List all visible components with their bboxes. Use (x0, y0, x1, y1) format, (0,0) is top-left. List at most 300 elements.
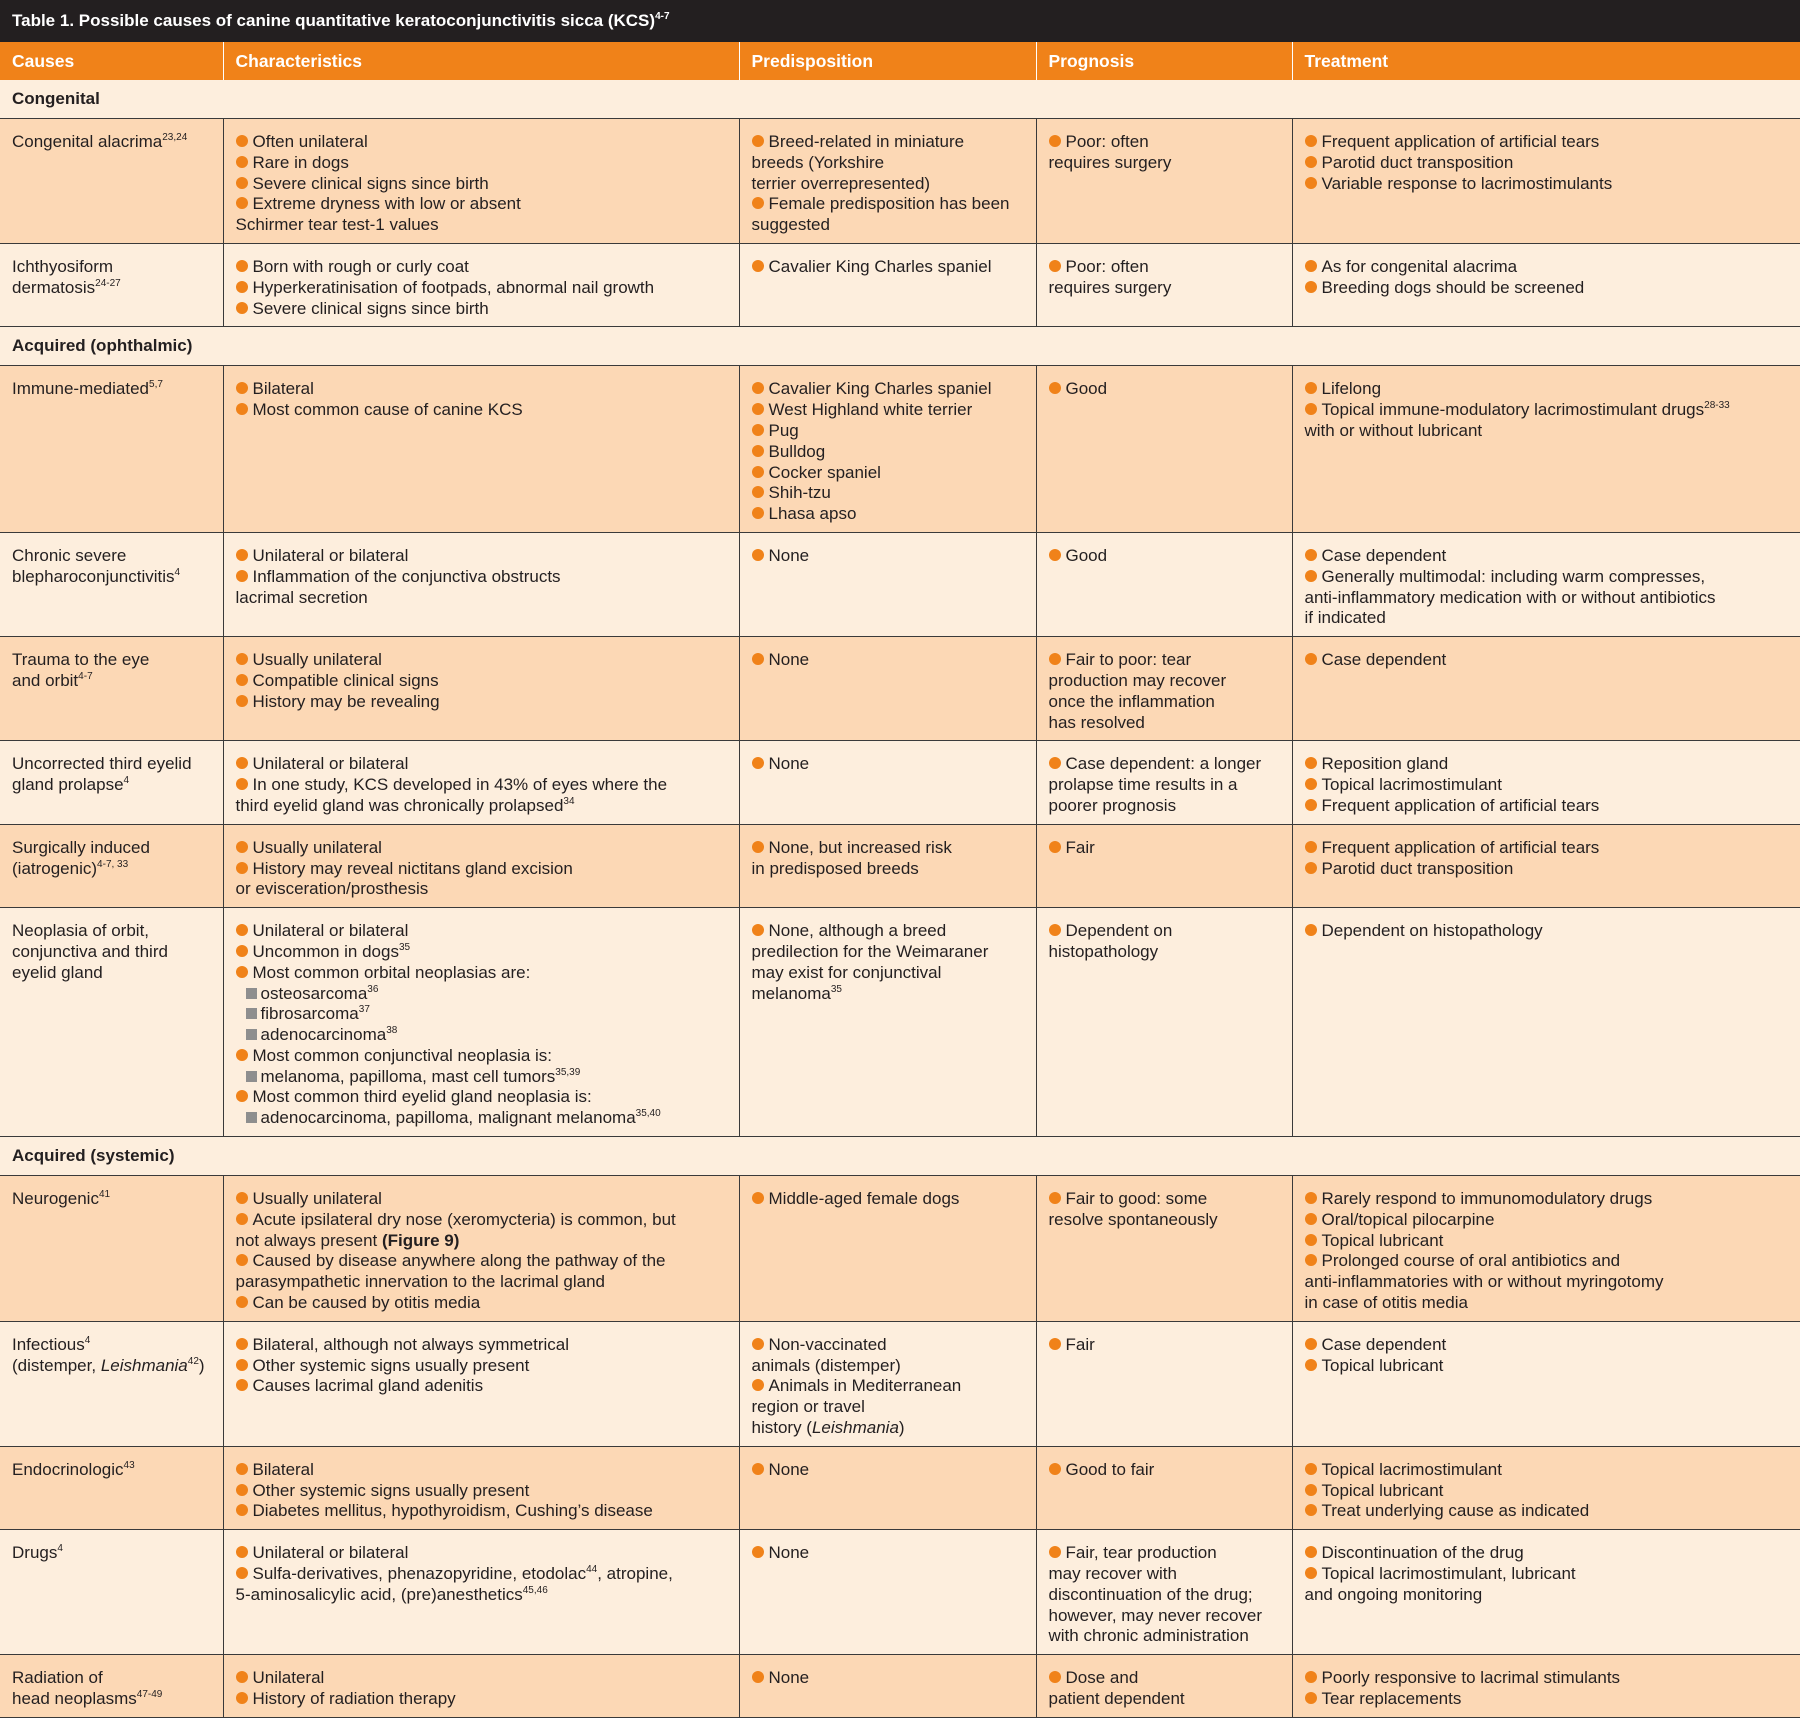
cell-line (1049, 692, 1280, 713)
line-text: not always present (235, 1230, 382, 1250)
table-row (0, 243, 1800, 326)
cell-predisposition (739, 119, 1036, 244)
line-text: region or travel (751, 1397, 865, 1417)
line-text: prolapse time results in a (1048, 775, 1238, 795)
cell-line (236, 692, 727, 713)
line-text: Cavalier King Charles spaniel (768, 256, 992, 276)
bullet-icon (1049, 1546, 1061, 1558)
line-text: Case dependent (1321, 1334, 1447, 1354)
cell-line (752, 442, 1024, 463)
cell-line (1049, 1585, 1280, 1606)
bullet-icon (1305, 1504, 1317, 1516)
cell-line (1049, 257, 1280, 278)
bullet-icon (1305, 1671, 1317, 1683)
line-text: Rarely respond to immunomodulatory drugs (1321, 1189, 1653, 1209)
cell-line (236, 942, 727, 963)
line-text: with chronic administration (1048, 1626, 1249, 1646)
bullet-icon (752, 1338, 764, 1350)
line-text: and orbit (12, 670, 79, 690)
bullet-icon (1049, 260, 1061, 272)
reference-superscript: 37 (358, 1004, 370, 1016)
cell-prognosis (1036, 1321, 1292, 1446)
cell-line (1049, 153, 1280, 174)
cell-predisposition (739, 1530, 1036, 1655)
line-text: Frequent application of artificial tears (1321, 837, 1600, 857)
cell-line (1049, 1460, 1280, 1481)
bullet-icon (1305, 841, 1317, 853)
cell-prognosis (1036, 1446, 1292, 1529)
bullet-icon (1305, 1692, 1317, 1704)
line-text: Bilateral, although not always symmetrical (252, 1334, 570, 1354)
cell-line (1049, 796, 1280, 817)
line-text: osteosarcoma (260, 983, 368, 1003)
cell-cause (0, 741, 223, 824)
cell-cause (0, 119, 223, 244)
line-text: Topical immune-modulatory lacrimostimulant drugs (1321, 400, 1705, 420)
bullet-icon (1049, 841, 1061, 853)
cell-line (236, 775, 727, 796)
cell-line (236, 1251, 727, 1272)
reference-superscript: 4 (84, 1334, 91, 1346)
cell-line (12, 278, 211, 299)
cell-line (1305, 754, 1789, 775)
cell-line (1305, 1585, 1789, 1606)
bullet-icon (236, 1463, 248, 1475)
line-text: Reposition gland (1321, 754, 1449, 774)
line-text: Causes lacrimal gland adenitis (252, 1376, 484, 1396)
line-text: Fair (1065, 837, 1095, 857)
bullet-icon (752, 260, 764, 272)
bullet-icon (752, 445, 764, 457)
line-text: anti-inflammatories with or without myringotomy (1304, 1272, 1664, 1292)
cell-line (1305, 153, 1789, 174)
bullet-icon (1305, 1567, 1317, 1579)
line-text: third eyelid gland was chronically prolapsed (235, 795, 564, 815)
line-text: Neurogenic (12, 1189, 99, 1209)
cell-line (1049, 1189, 1280, 1210)
line-text: Ichthyosiform (12, 256, 114, 276)
cell-line (236, 1564, 727, 1585)
cell-line (236, 921, 727, 942)
reference-superscript: 5,7 (149, 379, 163, 391)
cell-line (236, 1585, 727, 1606)
line-text: Breeding dogs should be screened (1321, 277, 1585, 297)
cell-treatment (1292, 1530, 1800, 1655)
bullet-icon (236, 924, 248, 936)
bullet-icon (1305, 549, 1317, 561)
bullet-icon (236, 1090, 248, 1102)
cell-line (1305, 1251, 1789, 1272)
line-text: (distemper, (12, 1355, 101, 1375)
cell-line (1049, 546, 1280, 567)
line-text: Usually unilateral (252, 837, 382, 857)
reference-superscript: 35 (398, 941, 411, 953)
cell-line (752, 463, 1024, 484)
bullet-icon (1305, 260, 1317, 272)
cell-line (1305, 1272, 1789, 1293)
line-text: Radiation of (12, 1668, 103, 1688)
cell-line (1049, 379, 1280, 400)
bullet-icon (236, 156, 248, 168)
bullet-icon (236, 862, 248, 874)
cell-line (1305, 1210, 1789, 1231)
bullet-icon (1305, 281, 1317, 293)
header-prognosis: Prognosis (1036, 42, 1292, 80)
bullet-icon (236, 281, 248, 293)
cell-line (1049, 775, 1280, 796)
cell-prognosis (1036, 908, 1292, 1137)
bullet-icon (236, 1546, 248, 1558)
line-text: Most common cause of canine KCS (252, 400, 523, 420)
bullet-icon (752, 841, 764, 853)
line-text: None (768, 545, 810, 565)
cell-line (1305, 400, 1789, 421)
cell-line (752, 1418, 1024, 1439)
sub-bullet-icon (246, 1071, 257, 1082)
line-text: Topical lubricant (1321, 1480, 1444, 1500)
line-text: Lifelong (1321, 379, 1382, 399)
cell-prognosis (1036, 824, 1292, 907)
cell-line (236, 1210, 727, 1231)
cell-line (12, 650, 211, 671)
cell-treatment (1292, 1321, 1800, 1446)
line-text: , atropine, (597, 1564, 673, 1584)
cell-line (1305, 1689, 1789, 1710)
reference-superscript: 47-49 (136, 1689, 163, 1701)
figure-reference: (Figure 9) (381, 1230, 460, 1250)
bullet-icon (1305, 1359, 1317, 1371)
line-text: Unilateral or bilateral (252, 921, 409, 941)
cell-prognosis (1036, 243, 1292, 326)
bullet-icon (1305, 403, 1317, 415)
line-text: Schirmer tear test-1 values (235, 215, 439, 235)
cell-predisposition (739, 1655, 1036, 1718)
line-text: adenocarcinoma, papilloma, malignant melanoma (260, 1108, 636, 1128)
line-text: Animals in Mediterranean (768, 1376, 962, 1396)
cell-line (1305, 421, 1789, 442)
reference-superscript: 41 (98, 1189, 111, 1201)
bullet-icon (752, 653, 764, 665)
cell-predisposition (739, 366, 1036, 533)
cell-line (1305, 1501, 1789, 1522)
line-text: Unilateral or bilateral (252, 1543, 409, 1563)
line-text: Bulldog (768, 441, 826, 461)
cell-line (1049, 1335, 1280, 1356)
cell-prognosis (1036, 1176, 1292, 1322)
line-text: Topical lubricant (1321, 1355, 1444, 1375)
line-text: Topical lacrimostimulant, lubricant (1321, 1564, 1576, 1584)
bullet-icon (236, 1692, 248, 1704)
line-text: None (768, 1459, 810, 1479)
table-title-ref: 4-7 (655, 11, 670, 22)
cell-prognosis (1036, 119, 1292, 244)
line-text: Generally multimodal: including warm compresses, (1321, 566, 1706, 586)
cell-line (1305, 775, 1789, 796)
line-text: Topical lacrimostimulant (1321, 775, 1502, 795)
cell-line (1049, 942, 1280, 963)
line-text: requires surgery (1048, 277, 1172, 297)
cell-predisposition (739, 243, 1036, 326)
cell-line (236, 174, 727, 195)
cell-predisposition (739, 1176, 1036, 1322)
cell-predisposition (739, 637, 1036, 741)
cell-line (236, 963, 727, 984)
reference-superscript: 44 (586, 1564, 598, 1576)
line-text: Drugs (12, 1543, 58, 1563)
table-title (0, 0, 1800, 42)
bullet-icon (752, 757, 764, 769)
cell-treatment (1292, 1446, 1800, 1529)
bullet-icon (1049, 1463, 1061, 1475)
cell-line (236, 1108, 727, 1129)
cell-line (1049, 921, 1280, 942)
line-text: Tear replacements (1321, 1689, 1462, 1709)
line-text: None (768, 1543, 810, 1563)
reference-superscript: 23,24 (162, 132, 188, 143)
line-text: Parotid duct transposition (1321, 152, 1514, 172)
table-body (0, 80, 1800, 1717)
table-row (0, 741, 1800, 824)
sub-bullet-icon (246, 988, 257, 999)
cell-line (12, 942, 211, 963)
cell-characteristics (223, 637, 739, 741)
bullet-icon (236, 177, 248, 189)
bullet-icon (236, 778, 248, 790)
bullet-icon (236, 197, 248, 209)
kcs-causes-table (0, 42, 1800, 1718)
cell-line (1049, 671, 1280, 692)
cell-line (236, 588, 727, 609)
line-text: gland prolapse (12, 775, 124, 795)
line-text: may exist for conjunctival (751, 962, 942, 982)
line-text: None (768, 650, 810, 670)
header-characteristics: Characteristics (223, 42, 739, 80)
line-text: in predisposed breeds (751, 858, 919, 878)
reference-superscript: 4-7, 33 (97, 858, 129, 870)
line-text: West Highland white terrier (768, 400, 973, 420)
line-text: None, but increased risk (768, 837, 952, 857)
cell-line (1305, 1543, 1789, 1564)
line-text: Severe clinical signs since birth (252, 298, 489, 318)
bullet-icon (1305, 156, 1317, 168)
line-text: Female predisposition has been (768, 194, 1010, 214)
cell-line (12, 1335, 211, 1356)
bullet-icon (752, 1671, 764, 1683)
line-text: Can be caused by otitis media (252, 1293, 481, 1313)
line-text: Unilateral (252, 1668, 325, 1688)
bullet-icon (236, 1049, 248, 1061)
cell-line (752, 1668, 1024, 1689)
cell-line (12, 775, 211, 796)
cell-line (12, 567, 211, 588)
cell-line (236, 1460, 727, 1481)
bullet-icon (236, 570, 248, 582)
line-text: resolve spontaneously (1048, 1209, 1218, 1229)
italic-text: Leishmania (811, 1418, 899, 1438)
sub-bullet-icon (246, 1112, 257, 1123)
section-row (0, 327, 1800, 366)
cell-line (236, 838, 727, 859)
reference-superscript: 43 (123, 1459, 135, 1471)
cell-line (752, 504, 1024, 525)
cell-treatment (1292, 532, 1800, 636)
cell-line (752, 257, 1024, 278)
cell-line (1305, 859, 1789, 880)
cell-line (752, 194, 1024, 215)
line-text: As for congenital alacrima (1321, 256, 1518, 276)
line-text: Good to fair (1065, 1459, 1155, 1479)
cell-cause (0, 1655, 223, 1718)
line-text: if indicated (1304, 608, 1386, 628)
table-row (0, 366, 1800, 533)
bullet-icon (1049, 135, 1061, 147)
line-text: Fair to good: some (1065, 1189, 1208, 1209)
line-text: Poor: often (1065, 256, 1149, 276)
cell-line (1305, 1564, 1789, 1585)
cell-treatment (1292, 637, 1800, 741)
line-text: adenocarcinoma (260, 1025, 387, 1045)
cell-characteristics (223, 532, 739, 636)
cell-line (1305, 921, 1789, 942)
bullet-icon (1305, 177, 1317, 189)
table-row (0, 1321, 1800, 1446)
line-text: melanoma, papilloma, mast cell tumors (260, 1066, 556, 1086)
line-text: head neoplasms (12, 1689, 137, 1709)
line-text: Infectious (12, 1334, 85, 1354)
line-text: Uncorrected third eyelid (12, 754, 192, 774)
line-text: with or without lubricant (1304, 420, 1483, 440)
bullet-icon (752, 486, 764, 498)
line-text: None (768, 754, 810, 774)
cell-line (236, 1046, 727, 1067)
bullet-icon (1049, 1338, 1061, 1350)
bullet-icon (1305, 778, 1317, 790)
reference-superscript: 45,46 (522, 1584, 548, 1596)
bullet-icon (752, 382, 764, 394)
reference-superscript: 42 (187, 1355, 199, 1367)
cell-line (236, 1668, 727, 1689)
cell-line (236, 194, 727, 215)
cell-line (236, 1501, 727, 1522)
line-text: Chronic severe (12, 545, 127, 565)
cell-characteristics (223, 1446, 739, 1529)
line-text: fibrosarcoma (260, 1004, 359, 1024)
cell-cause (0, 1176, 223, 1322)
table-row (0, 824, 1800, 907)
cell-line (236, 1272, 727, 1293)
bullet-icon (236, 1567, 248, 1579)
cell-line (236, 796, 727, 817)
cell-line (1305, 257, 1789, 278)
bullet-icon (752, 507, 764, 519)
cell-line (12, 671, 211, 692)
cell-line (12, 132, 211, 153)
cell-line (12, 546, 211, 567)
line-text: Most common conjunctival neoplasia is: (252, 1045, 553, 1065)
italic-text: Leishmania (100, 1355, 188, 1375)
cell-line (1305, 379, 1789, 400)
cell-line (1305, 278, 1789, 299)
line-text: Severe clinical signs since birth (252, 173, 489, 193)
cell-line (12, 859, 211, 880)
line-text: Case dependent: a longer (1065, 754, 1262, 774)
cell-line (1305, 1231, 1789, 1252)
bullet-icon (752, 466, 764, 478)
cell-line (1049, 1689, 1280, 1710)
cell-line (1049, 1543, 1280, 1564)
cell-characteristics (223, 741, 739, 824)
cell-cause (0, 908, 223, 1137)
bullet-icon (236, 1254, 248, 1266)
line-text: Frequent application of artificial tears (1321, 132, 1600, 151)
section-heading: Acquired (ophthalmic) (0, 327, 1800, 366)
cell-line (752, 984, 1024, 1005)
cell-line (236, 257, 727, 278)
cell-treatment (1292, 1176, 1800, 1322)
reference-superscript: 4 (174, 566, 181, 578)
cell-prognosis (1036, 741, 1292, 824)
cell-characteristics (223, 119, 739, 244)
bullet-icon (1305, 1463, 1317, 1475)
cell-line (1305, 1668, 1789, 1689)
cell-treatment (1292, 908, 1800, 1137)
cell-prognosis (1036, 532, 1292, 636)
bullet-icon (236, 403, 248, 415)
cell-line (1305, 1335, 1789, 1356)
bullet-icon (1305, 1213, 1317, 1225)
cell-line (12, 1356, 211, 1377)
line-text: Surgically induced (12, 837, 150, 857)
line-text: Dose and (1065, 1668, 1139, 1688)
cell-cause (0, 243, 223, 326)
cell-line (236, 1481, 727, 1502)
line-text: Good (1065, 379, 1108, 399)
cell-line (752, 546, 1024, 567)
table-header (0, 42, 1800, 80)
line-text: Frequent application of artificial tears (1321, 795, 1600, 815)
line-text: Cavalier King Charles spaniel (768, 379, 992, 399)
cell-treatment (1292, 741, 1800, 824)
line-text: Acute ipsilateral dry nose (xeromycteria) is common, but (252, 1209, 676, 1229)
header-causes: Causes (0, 42, 223, 80)
line-text: Hyperkeratinisation of footpads, abnormal nail growth (252, 277, 655, 297)
cell-line (752, 921, 1024, 942)
line-text: blepharoconjunctivitis (12, 566, 175, 586)
line-text: Often unilateral (252, 132, 368, 151)
line-text: Poorly responsive to lacrimal stimulants (1321, 1668, 1621, 1688)
line-text: In one study, KCS developed in 43% of eyes where the (252, 775, 668, 795)
cell-prognosis (1036, 1655, 1292, 1718)
bullet-icon (752, 924, 764, 936)
line-text: Most common orbital neoplasias are: (252, 962, 531, 982)
cell-characteristics (223, 1530, 739, 1655)
bullet-icon (752, 1463, 764, 1475)
bullet-icon (1049, 1671, 1061, 1683)
cell-line (236, 132, 727, 153)
line-text: Cocker spaniel (768, 462, 881, 482)
reference-superscript: 35,40 (635, 1108, 661, 1120)
cell-line (1305, 546, 1789, 567)
bullet-icon (236, 653, 248, 665)
cell-line (12, 1668, 211, 1689)
bullet-icon (236, 1484, 248, 1496)
bullet-icon (236, 695, 248, 707)
cell-prognosis (1036, 366, 1292, 533)
cell-line (1305, 796, 1789, 817)
cell-line (1049, 1626, 1280, 1647)
reference-superscript: 28-33 (1704, 400, 1730, 412)
bullet-icon (1305, 924, 1317, 936)
